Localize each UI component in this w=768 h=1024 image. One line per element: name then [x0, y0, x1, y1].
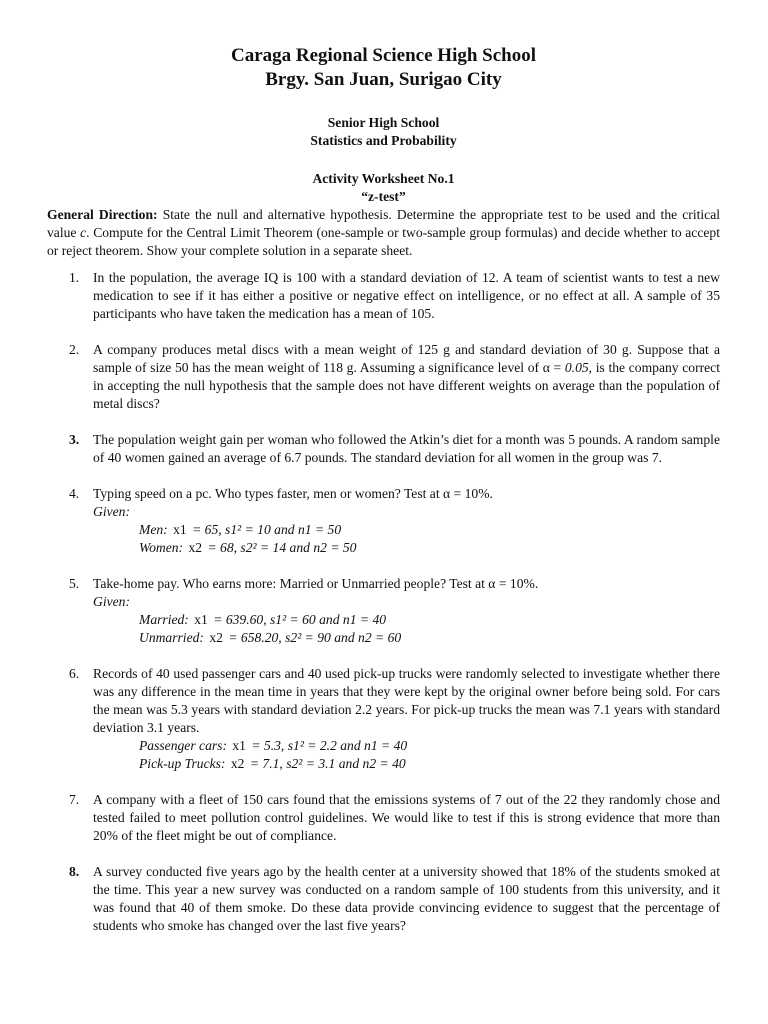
worksheet-title: Activity Worksheet No.1 [312, 171, 455, 186]
given-line-2 [93, 539, 720, 557]
direction-critical-value: c [80, 225, 87, 240]
problem-text: In the population, the average IQ is 100 with a standard deviation of 12. A team of scientist wants to test a new medication to see if it has either a positive or negative effect on intelligence, or no effect at all. A sample of 35 participants who have taken the medication has a mean of 105. [93, 270, 720, 321]
given-line-1 [93, 737, 720, 755]
group-values: = 68, s2² = 14 and n2 = 50 [204, 540, 357, 555]
problem-text: A company with a fleet of 150 cars found that the emissions systems of 7 out of the 22 they randomly chose and tested failed to meet pollution control guidelines. We would like to test if this is strong evidence that more than 20% of the fleet might be out of compliance. [93, 792, 720, 843]
sample-mean-symbol: x2 [230, 756, 245, 771]
given-line-2 [93, 755, 720, 773]
group-label: Pick-up Trucks: [139, 756, 226, 771]
problem-number: 1. [69, 270, 80, 285]
problem-5 [47, 575, 720, 647]
sample-mean-symbol: x1 [194, 612, 208, 627]
problem-text: Typing speed on a pc. Who types faster, men or women? Test at α = 10%. [93, 486, 493, 501]
given-line-1 [93, 611, 720, 629]
group-label: Married: [139, 612, 189, 627]
problem-list [47, 269, 720, 935]
group-label: Unmarried: [139, 630, 204, 645]
general-direction [47, 206, 720, 260]
problem-text: The population weight gain per woman who followed the Atkin’s diet for a month was 5 pounds. A random sample of 40 women gained an average of 6.7 pounds. The standard deviation for all women in the group was 7. [93, 432, 720, 465]
problem-number: 6. [69, 666, 80, 681]
subject-heading: Statistics and Probability [310, 133, 457, 148]
problem-6 [47, 665, 720, 773]
direction-text-a: State the null and alternative hypothesis. Determine the appropriate test to be used and the critical value [47, 207, 721, 240]
group-label: Men: [139, 522, 168, 537]
problem-number: 3. [69, 432, 80, 447]
problem-text-a: A company produces metal discs with a mean weight of 125 g and standard deviation of 30 g. Suppose that a sample of size 50 has the mean weight of 118 g. Assuming a significance level of α = [93, 342, 720, 375]
worksheet-topic: “z-test” [361, 189, 406, 204]
problem-text: Records of 40 used passenger cars and 40 used pick-up trucks were randomly selected to investigate whether there was any difference in the mean time in years that they were kept by the original owner before being sold. For cars the mean was 5.3 years with standard deviation 2.2 years. For pick-up trucks the mean was 7.1 years with standard deviation 3.1 years. [93, 666, 720, 735]
problem-number: 2. [69, 342, 80, 357]
given-label: Given: [93, 594, 130, 609]
problem-8 [47, 863, 720, 935]
problem-number: 5. [69, 576, 80, 591]
group-values: = 7.1, s2² = 3.1 and n2 = 40 [246, 756, 406, 771]
group-label: Passenger cars: [139, 738, 227, 753]
problem-number: 7. [69, 792, 80, 807]
group-values: = 5.3, s1² = 2.2 and n1 = 40 [247, 738, 408, 753]
given-line-2 [93, 629, 720, 647]
problem-text-b: , is the company correct in accepting the null hypothesis that the sample does not have different weights on average than the population of metal discs? [93, 360, 720, 411]
problem-1 [47, 269, 720, 323]
problem-4 [47, 485, 720, 557]
school-name: Caraga Regional Science High School [230, 45, 537, 66]
group-values: = 658.20, s2² = 90 and n2 = 60 [224, 630, 402, 645]
problem-2 [47, 341, 720, 413]
sample-mean-symbol: x2 [188, 540, 203, 555]
group-label: Women: [139, 540, 184, 555]
group-values: = 639.60, s1² = 60 and n1 = 40 [209, 612, 387, 627]
direction-label: General Direction: [47, 207, 158, 222]
level-heading: Senior High School [327, 115, 440, 130]
given-label: Given: [93, 504, 130, 519]
problem-7 [47, 791, 720, 845]
school-address: Brgy. San Juan, Surigao City [265, 69, 502, 90]
problem-number: 4. [69, 486, 80, 501]
given-line-1 [93, 521, 720, 539]
sample-mean-symbol: x1 [173, 522, 187, 537]
problem-text: A survey conducted five years ago by the health center at a university showed that 18% of the students smoked at the time. This year a new survey was conducted on a random sample of 100 students from this university, and it was found that 40 of them smoke. Do these data provide convincing evidence to suggest that the percentage of students who smoke has changed over the last five years? [93, 864, 720, 933]
direction-text-b: . Compute for the Central Limit Theorem (one-sample or two-sample group formulas) and decide whether to accept or reject theorem. Show your complete solution in a separate sheet. [47, 225, 720, 258]
problem-3 [47, 431, 720, 467]
group-values: = 65, s1² = 10 and n1 = 50 [188, 522, 342, 537]
problem-text: Take-home pay. Who earns more: Married or Unmarried people? Test at α = 10%. [93, 576, 539, 591]
problem-number: 8. [69, 864, 80, 879]
problem-alpha: 0.05 [564, 360, 589, 375]
sample-mean-symbol: x1 [232, 738, 246, 753]
sample-mean-symbol: x2 [209, 630, 223, 645]
